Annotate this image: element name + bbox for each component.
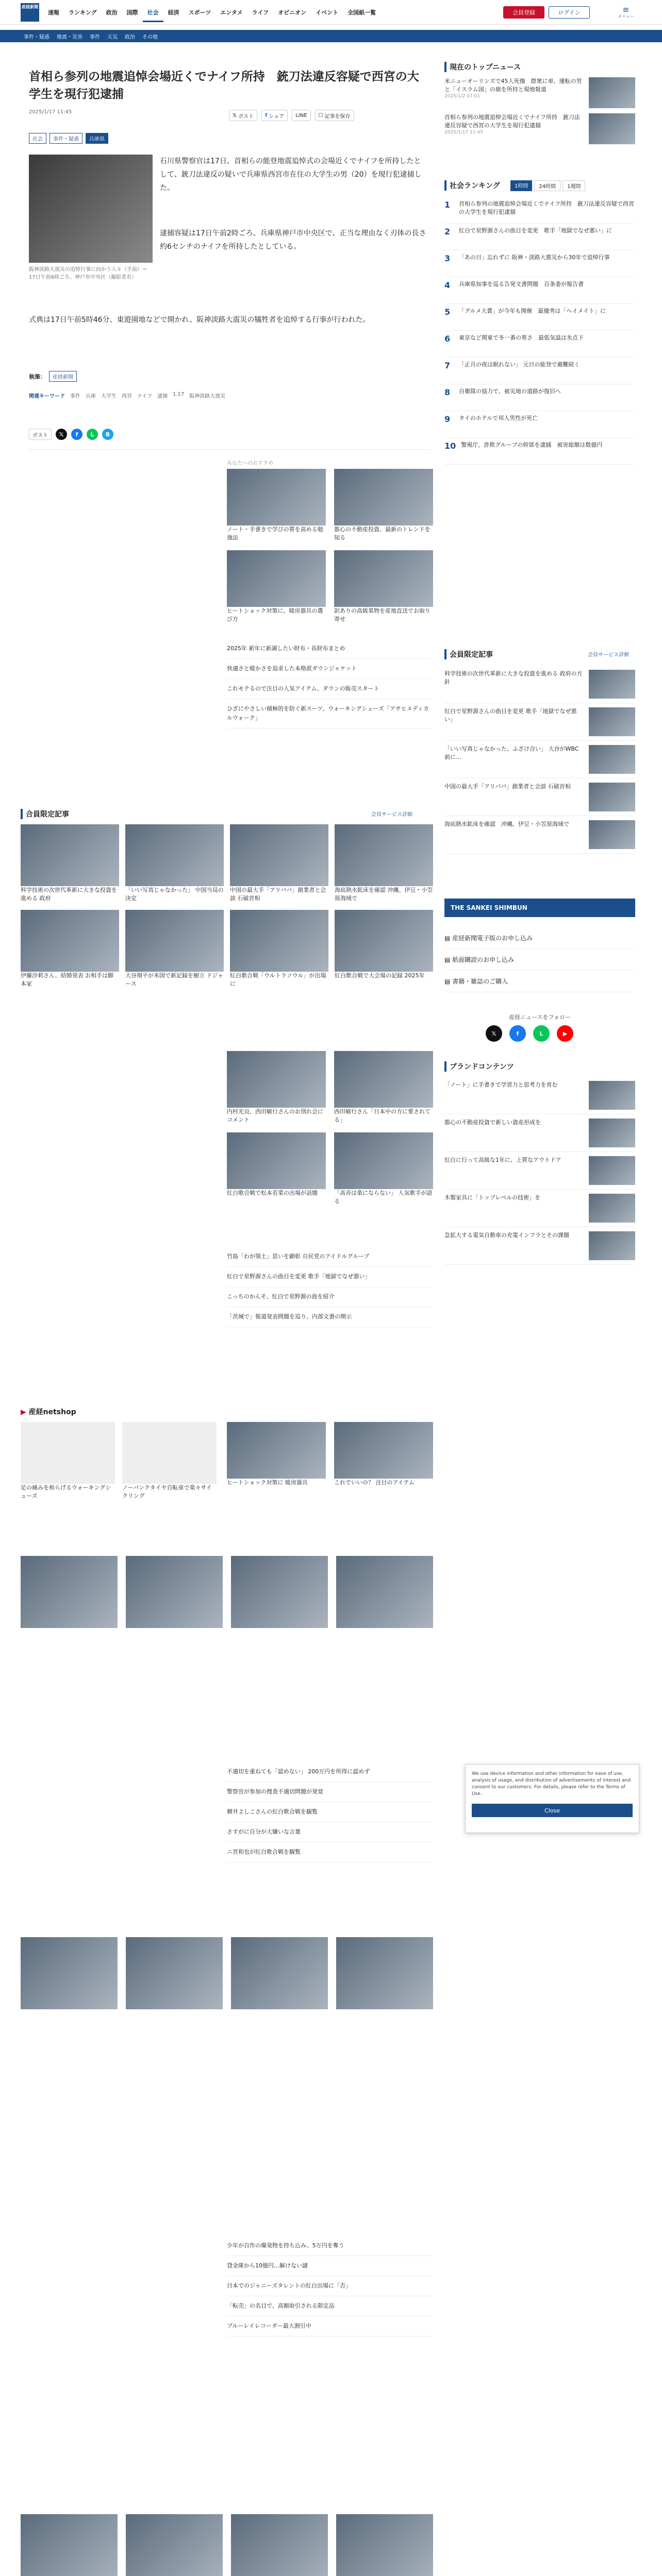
subnav-item[interactable]: 地震・災害	[57, 34, 82, 40]
thumbnail	[227, 1051, 326, 1108]
book-icon: ▤	[444, 978, 453, 985]
subnav-item[interactable]: 天気	[107, 34, 118, 40]
nav-item[interactable]: ライフ	[252, 9, 269, 16]
member-item[interactable]: 海底熱水鉱床を確認 沖縄、伊豆・小笠原海域で	[444, 816, 635, 854]
card-title: 訳ありの高級果物を産地直送でお取り寄せ	[334, 607, 431, 622]
card-title: 中国の最大手「アリババ」創業者と会談 石破首相	[230, 887, 326, 902]
related-card[interactable]	[230, 824, 328, 903]
card-title: 足の痛みを和らげるウォーキングシューズ	[21, 1484, 111, 1499]
keyword[interactable]: 事件	[70, 394, 80, 399]
text-item[interactable]: 横井よしこさんの紅白歌合戦を観覧	[227, 1802, 433, 1822]
ranking-tab[interactable]: 24時間	[534, 180, 560, 191]
brand-heading: ブランドコンテンツ	[444, 1061, 514, 1072]
ranking-item[interactable]: 3 「あの日」忘れずに 阪神・淡路大震災から30年で追悼行事	[444, 250, 635, 277]
thumbnail	[589, 745, 635, 774]
card-title: 伊藤沙莉さん、結婚発表 お相手は脚本家	[21, 972, 114, 987]
thumbnail[interactable]	[21, 2514, 118, 2576]
text-item[interactable]: ニ宮和也が紅白歌合戦を観覧	[227, 1842, 433, 1862]
brand-list	[444, 1077, 635, 1265]
cookie-close-button[interactable]: Close	[472, 1804, 633, 1817]
article-title: 首相ら参列の地震追悼会場近くでナイフ所持 銃刀法違反容疑で西宮の大学生を現行犯逮捕	[29, 70, 419, 101]
text-item[interactable]: 「転売」の名目で、高額取引される限定品	[227, 2296, 433, 2316]
subnav-item[interactable]: その他	[142, 34, 158, 40]
article-paragraph: 逮捕容疑は17日午前2時ごろ、兵庫県神戸市中央区で、正当な理由なく刃体の長さ約6センチのナイフを所持したとしている。	[160, 229, 426, 251]
thumbnail[interactable]	[21, 1937, 118, 2009]
thumbnail	[589, 707, 635, 736]
card-title: 西田敏行さん「日本中の方に愛されてる」	[334, 1108, 431, 1123]
top-news-item[interactable]	[444, 113, 635, 144]
service-link[interactable]: ▤ 紙面購読のお申し込み	[444, 949, 635, 971]
thumbnail	[334, 469, 433, 526]
subnav-item[interactable]: 事件・疑惑	[24, 34, 49, 40]
ranking-tab-active[interactable]: 1時間	[510, 180, 532, 191]
x-icon[interactable]: 𝕏	[486, 1025, 502, 1042]
facebook-icon[interactable]: f	[509, 1025, 526, 1042]
recommend-grid	[227, 469, 433, 623]
shop-card[interactable]	[334, 1422, 433, 1487]
menu-label: メニュー	[618, 13, 634, 19]
thumbnail	[227, 550, 326, 607]
nav-item[interactable]: エンタメ	[220, 9, 243, 16]
keyword[interactable]: ナイフ	[137, 394, 152, 399]
thumbnail	[21, 1422, 115, 1484]
card-title: 内村光良、西田敏行さんのお別れ会にコメント	[227, 1108, 323, 1123]
lower-text-list	[227, 1762, 433, 1862]
ranking-item[interactable]: 7 「正月の夜は眠れない」 元日の能登で避難続く	[444, 358, 635, 384]
news-date: 2025/1/17 11:45	[444, 130, 483, 135]
nav-item[interactable]: イベント	[316, 9, 339, 16]
member-list	[444, 666, 635, 854]
photo-row	[21, 1556, 433, 1628]
thumbnail	[230, 824, 328, 886]
article-date: 2025/1/17 11:45	[29, 109, 72, 115]
tag[interactable]: 兵庫県	[86, 133, 108, 144]
brand-item[interactable]: 木製家具に「トップレベルの技術」を	[444, 1190, 635, 1227]
text-item[interactable]: 竹島「わが領土」思いを顕彰 自民党のアイドルグループ	[227, 1247, 433, 1267]
cookie-consent	[465, 1764, 639, 1833]
thumbnail	[589, 1156, 635, 1185]
recommend-card[interactable]	[227, 469, 326, 542]
text-item[interactable]: 紅白で星野源さんの曲目を変更 歌手「地獄でなぜ悪い」	[227, 1267, 433, 1287]
member-heading: 会員限定記事	[444, 649, 493, 659]
ranking-item[interactable]: 2 紅白で星野源さんの曲目を変更 歌手「地獄でなぜ悪い」に	[444, 224, 635, 250]
photo-caption: 阪神淡路大震災の追悼行事に向かう人々（手前）＝17日午前6時ごろ、神戸市中央区（撮影者名）	[29, 267, 147, 280]
cookie-text: We use device information and other information for ease of use, analysis of usage, and distribution of advertisements of interest and consent to our customers. For details, please refer to the Terms of Use.	[472, 1771, 631, 1797]
keyword[interactable]: 逮捕	[157, 394, 168, 399]
post-x-button[interactable]: ポスト	[29, 429, 52, 440]
thumbnail	[589, 1081, 635, 1110]
nav-item[interactable]: 経済	[168, 9, 179, 16]
text-item[interactable]: 「茨城で」報道発表問題を巡り、内部文書の開示	[227, 1307, 433, 1327]
card-title: 都心の不動産投資、最新のトレンドを知る	[334, 526, 431, 541]
text-item[interactable]: さすがに自分が大嫌いな言葉	[227, 1822, 433, 1842]
recommend-card[interactable]	[334, 469, 433, 542]
top-news-item[interactable]	[444, 77, 635, 108]
article-paragraph: 式典は17日午前5時46分、東遊園地などで開かれ、阪神淡路大震災の犠牲者を追悼する行事が行われた。	[29, 316, 370, 324]
thumbnail	[122, 1422, 217, 1484]
related-card[interactable]	[335, 910, 433, 988]
thumbnail[interactable]	[336, 2514, 433, 2576]
keyword-heading: 関連キーワード	[29, 394, 65, 399]
article-paragraph: 石川県警察官は17日、首相らの能登地震追悼式の会場近くでナイフを所持したとして、銃刀法違反の疑いで兵庫県西宮市在住の大学生の男（20）を現行犯逮捕した。	[160, 157, 422, 192]
nav-item[interactable]: 全国紙一覧	[347, 9, 376, 16]
main-nav	[43, 8, 380, 22]
brand-item[interactable]: 都心の不動産投資で新しい資産形成を	[444, 1114, 635, 1152]
thumbnail[interactable]	[231, 2514, 328, 2576]
card-title: ノート・手書きで学びの質を高める勉強法	[227, 526, 323, 541]
sankei-banner[interactable]: THE SANKEI SHIMBUN	[444, 899, 635, 917]
share-bar	[229, 110, 354, 121]
thumbnail	[589, 783, 635, 811]
tag[interactable]: 事件・疑惑	[49, 133, 82, 144]
thumbnail	[589, 1194, 635, 1223]
youtube-icon[interactable]: ▶	[557, 1025, 573, 1042]
card-title: 紅白歌合戦で大会場の記録 2025年	[335, 972, 425, 979]
text-item[interactable]: 日本でのジャニーズタレントの紅白出場に「否」	[227, 2276, 433, 2296]
photo-row-3	[21, 2514, 433, 2576]
subnav-item[interactable]: 事件	[90, 34, 100, 40]
thumbnail	[335, 824, 433, 886]
thumbnail	[227, 1422, 326, 1479]
card-title: これでいいの？ 注目のアイテム	[334, 1479, 415, 1486]
site-header	[0, 0, 662, 25]
related-card[interactable]	[335, 824, 433, 903]
thumbnail	[589, 1231, 635, 1260]
sub-nav	[0, 30, 662, 42]
ranking-heading: 社会ランキング	[444, 180, 500, 191]
thumbnail	[335, 910, 433, 972]
thumbnail	[589, 77, 635, 108]
nav-item-active[interactable]: 社会	[143, 8, 163, 22]
member-item[interactable]: 科学技術の次世代革新に大きな投資を進める 政府の方針	[444, 666, 635, 703]
related-more-link[interactable]: 会員サービス詳細	[371, 812, 412, 818]
netshop-heading: ▶ 産経netshop	[21, 1408, 76, 1416]
news-title: 首相ら参列の地震追悼会場近くでナイフ所持 銃刀法違反容疑で西宮の大学生を現行犯逮捕	[444, 114, 580, 129]
top-news-heading: 現在のトップニュース	[444, 62, 521, 72]
keyword[interactable]: 西宮	[122, 394, 132, 399]
x-icon: 𝕏	[233, 112, 237, 118]
text-item[interactable]: 不適切を重ねても「認めない」 200万円を所得に認めず	[227, 1762, 433, 1782]
card-title: ヒートショック対策に 暖房器具	[227, 1479, 308, 1486]
line-share-button[interactable]: LINE	[292, 110, 310, 121]
related-card[interactable]	[334, 1051, 433, 1124]
keyword-list	[29, 392, 431, 399]
related-card[interactable]	[227, 1132, 326, 1206]
thumbnail[interactable]	[21, 1556, 118, 1628]
text-item[interactable]: ブルーレイレコーダー最大割引中	[227, 2316, 433, 2336]
related-grid-lower	[227, 1051, 433, 1206]
subscribe-button[interactable]: 会員登録	[503, 6, 544, 19]
newspaper-icon: ▤	[444, 956, 453, 963]
ranking-tabs	[510, 180, 585, 191]
ranking-item[interactable]: 10 警視庁、詐欺グループの幹部を逮捕 被害総額は数億円	[444, 438, 635, 465]
member-item[interactable]: 「いい写真じゃなかった、ふざけ合い」 大谷がWBC前に…	[444, 741, 635, 778]
related-card[interactable]	[21, 910, 119, 988]
thumbnail	[589, 113, 635, 144]
netshop-logo: ▶	[21, 1408, 26, 1416]
line-icon[interactable]: L	[533, 1025, 550, 1042]
news-title: 米ニューオーリンズで45人死傷 群衆に車、運転の男と「イスラム国」の旗を所持と現地報道	[444, 78, 582, 93]
thumbnail	[589, 820, 635, 849]
shop-card[interactable]	[227, 1422, 326, 1487]
thumbnail	[589, 1118, 635, 1147]
nav-item[interactable]: スポーツ	[188, 9, 211, 16]
thumbnail[interactable]	[231, 1556, 328, 1628]
text-item[interactable]: 貸金庫から10億円…解けない謎	[227, 2256, 433, 2276]
thumbnail	[21, 910, 119, 972]
member-item[interactable]: 紅白で星野源さんの曲目を変更 歌手「地獄でなぜ悪い」	[444, 703, 635, 741]
thumbnail[interactable]	[126, 2514, 223, 2576]
hamburger-icon: ≡	[622, 4, 630, 14]
netshop-grid	[21, 1422, 217, 1500]
card-title: ノーパンクタイヤ自転車で楽々サイクリング	[122, 1484, 212, 1499]
thumbnail	[230, 910, 328, 972]
thumbnail	[334, 1422, 433, 1479]
subnav-item[interactable]: 政治	[125, 34, 135, 40]
bookmark-icon: ☐	[318, 112, 323, 118]
related-card[interactable]	[125, 824, 224, 903]
mid-text-list	[227, 1247, 433, 1327]
text-item[interactable]: 少年が自作の爆発物を持ち込み、5万円を奪う	[227, 2236, 433, 2256]
article-photo[interactable]	[29, 155, 153, 263]
related-card[interactable]	[21, 824, 119, 903]
author-line	[29, 371, 77, 382]
nav-item[interactable]: オピニオン	[278, 9, 307, 16]
thumbnail	[21, 824, 119, 886]
article-tags	[29, 133, 108, 144]
card-title: 海底熱水鉱床を確認 沖縄、伊豆・小笠原海域で	[335, 887, 433, 902]
related-heading: 合員限定記事	[21, 809, 69, 819]
ranking-list	[444, 197, 635, 465]
nav-item[interactable]: 速報	[48, 9, 59, 16]
service-link[interactable]: ▤ 書籍・雑誌のご購入	[444, 971, 635, 992]
site-logo[interactable]: 産経新聞	[21, 3, 39, 22]
shop-card[interactable]	[21, 1422, 115, 1500]
tag[interactable]: 社会	[29, 133, 46, 144]
news-date: 2025/1/2 07:01	[444, 94, 481, 99]
line-icon[interactable]: L	[87, 429, 98, 440]
ranking-tab[interactable]: 1週間	[562, 180, 585, 191]
facebook-share-button[interactable]: f シェア	[261, 110, 288, 121]
recommend-heading: あなたへのおすすめ	[227, 461, 274, 466]
recommend-card[interactable]	[334, 550, 433, 623]
keyword[interactable]: 1.17	[173, 392, 185, 397]
card-title: 「高音は楽にならない」 人気歌手が語る	[334, 1190, 433, 1205]
thumbnail[interactable]	[126, 1937, 223, 2009]
text-recommend-list	[227, 639, 433, 728]
related-card[interactable]	[230, 910, 328, 988]
thumbnail[interactable]	[336, 1556, 433, 1628]
thumbnail	[334, 1132, 433, 1189]
keyword[interactable]: 大学生	[101, 394, 117, 399]
ranking-item[interactable]: 9 タイのホテルで邦人男性が死亡	[444, 411, 635, 438]
thumbnail	[589, 670, 635, 699]
card-title: ヒートショック対策に。暖房器具の選び方	[227, 607, 323, 622]
facebook-icon[interactable]: f	[71, 429, 82, 440]
text-recommend-item[interactable]: 2025年 新年に新調したい財布・長財布まとめ	[227, 639, 433, 659]
shop-card[interactable]	[122, 1422, 217, 1500]
card-title: 紅白歌合戦「ウルトラソウル」が出場に	[230, 972, 326, 987]
brand-item[interactable]: 紅白に行って高級な1年に、上質なアウトドア	[444, 1152, 635, 1190]
text-recommend-item[interactable]: 快適さと暖かさを追求した本格派ダウンジャケット	[227, 659, 433, 679]
brand-item[interactable]: 「ノート」に手書きで学習力と思考力を育む	[444, 1077, 635, 1114]
related-card[interactable]	[227, 1051, 326, 1124]
follow-icons	[486, 1025, 573, 1042]
save-article-button[interactable]: ☐ 記事を保存	[315, 110, 354, 121]
thumbnail[interactable]	[231, 1937, 328, 2009]
text-item[interactable]: こっちのかんそ、紅白で星野源の曲を紹介	[227, 1287, 433, 1307]
text-recommend-item[interactable]: ひざにやさしい積極的を防ぐ新スーツ、ウォーキングシューズ「アサヒメディカルウォーク」	[227, 699, 433, 728]
facebook-icon: f	[265, 112, 268, 118]
newspaper-icon: ▤	[444, 935, 453, 942]
ranking-item[interactable]: 6 東京など関東で冬一番の寒さ 最低気温は氷点下	[444, 331, 635, 358]
login-button[interactable]: ログイン	[549, 6, 590, 19]
ranking-item[interactable]: 8 自衛隊の協力で、被災地の道路が復旧へ	[444, 384, 635, 411]
thumbnail	[125, 910, 224, 972]
author-tag[interactable]: 産経新聞	[49, 371, 77, 382]
share-bar-bottom	[29, 429, 113, 440]
follow-heading: 産経ニュースをフォロー	[509, 1014, 571, 1021]
text-recommend-item[interactable]: これモテるので注目の人気アイテム、ダウンの販売スタート	[227, 679, 433, 699]
keyword[interactable]: 兵庫	[86, 394, 96, 399]
member-more-link[interactable]: 会員サービス詳細	[588, 652, 629, 658]
nav-item[interactable]: 政治	[106, 9, 118, 16]
recommend-card[interactable]	[227, 550, 326, 623]
thumbnail	[227, 469, 326, 526]
card-title: 「いい写真じゃなかった」 中国当局の決定	[125, 887, 224, 902]
nav-item[interactable]: ランキング	[69, 9, 97, 16]
keyword[interactable]: 阪神淡路大震災	[189, 394, 226, 399]
service-links	[444, 927, 635, 992]
thumbnail	[334, 1051, 433, 1108]
ranking-item[interactable]: 5 「グルメ大賞」が今年も開催 最優秀は「ヘイメイト」に	[444, 304, 635, 331]
card-title: 紅白歌合戦で松本若菜の出場が話題	[227, 1190, 318, 1196]
thumbnail[interactable]	[336, 1937, 433, 2009]
text-item[interactable]: 警察官が参加の捜査不適切問題が発覚	[227, 1782, 433, 1802]
divider	[29, 449, 431, 450]
post-x-button[interactable]: 𝕏 ポスト	[229, 110, 257, 121]
service-link[interactable]: ▤ 産経新聞電子版のお申し込み	[444, 927, 635, 949]
related-grid	[21, 824, 433, 988]
related-card[interactable]	[334, 1132, 433, 1206]
photo-row-2	[21, 1937, 433, 2009]
ranking-item[interactable]: 4 兵庫県知事を巡る告発文書問題 百条委が報告書	[444, 277, 635, 304]
member-item[interactable]: 中国の最大手「アリババ」創業者と会談 石破首相	[444, 778, 635, 816]
thumbnail	[227, 1132, 326, 1189]
nav-item[interactable]: 国際	[126, 9, 138, 16]
related-card[interactable]	[125, 910, 224, 988]
bluesky-icon[interactable]: B	[102, 429, 113, 440]
thumbnail	[334, 550, 433, 607]
ranking-item[interactable]: 1 首相ら参列の地震追悼会場近くでナイフ所持 銃刀法違反容疑で西宮の大学生を現行犯逮捕	[444, 197, 635, 224]
x-icon[interactable]: 𝕏	[56, 429, 67, 440]
card-title: 大谷翔平が米国で新記録を樹立 ドジャース	[125, 972, 224, 987]
lower-text-list-2	[227, 2236, 433, 2336]
brand-item[interactable]: 急拡大する電気自動車の充電インフラとその課題	[444, 1227, 635, 1265]
thumbnail	[125, 824, 224, 886]
menu-button[interactable]	[617, 6, 635, 19]
shop-grid-right	[227, 1422, 433, 1487]
card-title: 科学技術の次世代革新に大きな投資を進める 政府	[21, 887, 117, 902]
thumbnail[interactable]	[126, 1556, 223, 1628]
author-label: 執筆：	[29, 373, 46, 380]
